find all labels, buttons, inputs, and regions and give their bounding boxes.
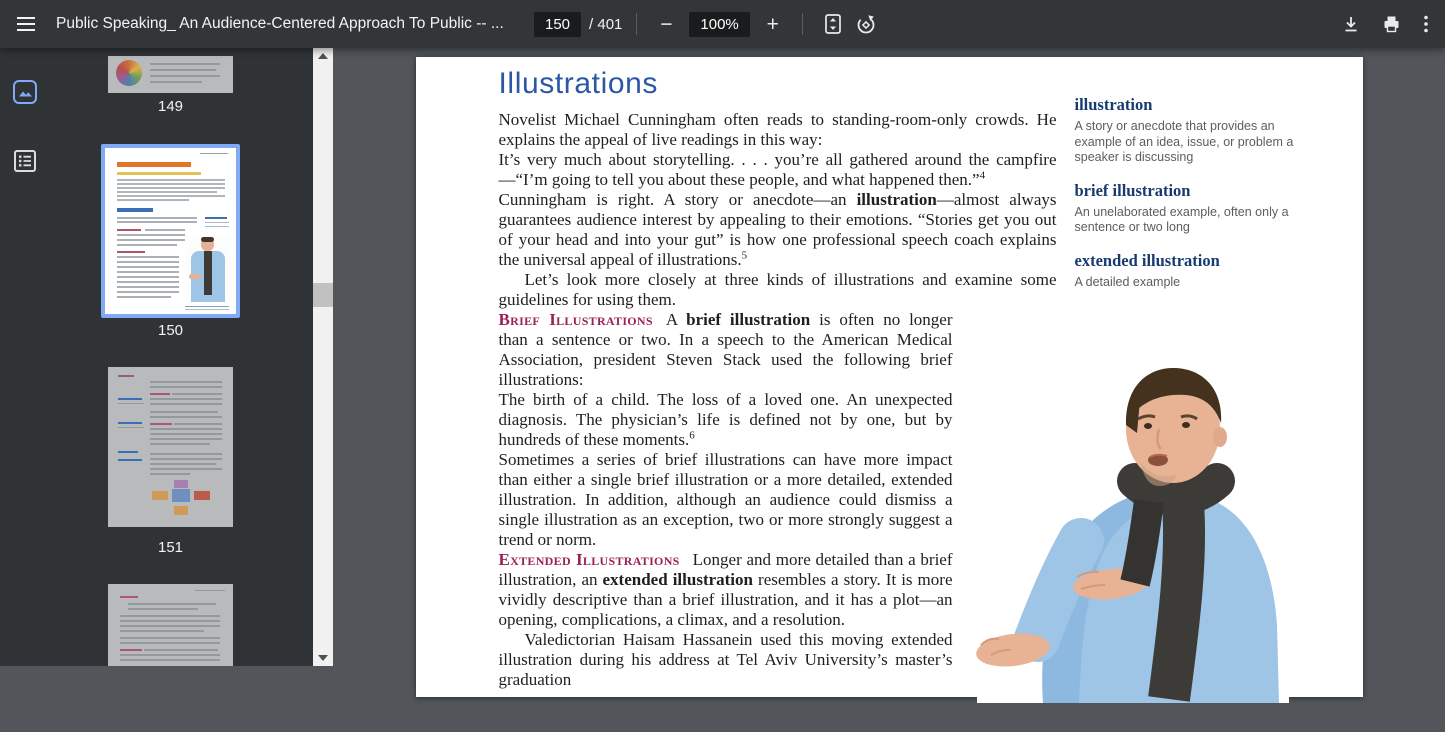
rotate-button[interactable] [849,7,883,41]
thumbnail-150-preview [105,148,236,314]
toolbar-divider [802,13,803,35]
thumbnail-label-150: 150 [157,322,184,339]
document-outline-icon [12,162,38,177]
zoom-level-input[interactable]: 100% [689,12,749,37]
definition-text: A story or anecdote that provides an example of an idea, issue, or problem a speaker is discussing [1074,119,1294,164]
thumbnail-sidebar [0,48,333,666]
download-icon [1342,15,1360,33]
block-quote: The birth of a child. The loss of a loved one. An unexpected diagnosis. The physician’s life is defined not by one, but by hundreds of these moments.$^6$ [498,390,953,449]
thumbnail-label-151: 151 [157,539,184,556]
scrollbar-up-button[interactable] [313,48,333,64]
print-button[interactable] [1376,9,1407,39]
fit-to-page-icon [823,13,843,35]
page-total: 401 [597,15,623,33]
print-icon [1382,15,1401,33]
scrollbar-down-button[interactable] [313,650,333,666]
definition-illustration [1075,95,1297,166]
man-gesturing-photo [977,363,1289,697]
thumbnail-149-preview [108,56,233,93]
margin-definitions [1075,95,1297,290]
toolbar-divider [636,13,637,35]
fit-to-page-button[interactable] [817,7,849,41]
zoom-in-button[interactable]: + [758,9,788,39]
thumbnail-152-preview [108,584,233,666]
download-button[interactable] [1336,9,1366,39]
more-options-button[interactable] [1417,9,1435,39]
definition-term: illustration [1074,95,1153,114]
paragraph-extended-illustrations: Extended Illustrations Longer and more detailed than a brief illustration, an extended illustration resembles a story. It is more vividly descriptive than a brief illustration, and it has a plot—an opening, complications, a climax, and a resolution. [498,550,953,629]
document-title: Public Speaking_ An Audience-Centered Approach To Public -- ... [56,15,504,32]
thumbnail-151-preview [108,367,233,527]
rotate-counterclockwise-icon [855,13,877,35]
page-separator: / [589,15,594,33]
definition-term: brief illustration [1074,180,1191,200]
kebab-menu-icon [1423,15,1429,33]
scroll-down-icon [318,655,328,661]
paragraph-brief-illustrations: Brief Illustrations A brief illustration is often no longer than a sentence or two. In a speech to the American Medical Association, president Steven Stack used the following brief illustrations: [499,310,1057,390]
pdf-page-150 [416,57,1363,697]
definition-term: extended illustration [1074,250,1220,270]
pdf-toolbar [0,0,1445,48]
body-text-column [499,110,1057,690]
menu-button[interactable] [4,2,48,46]
paragraph: Sometimes a series of brief illustrations can have more impact than either a single brief illustration or a more detailed, extended illustration. In addition, although an audience could dismiss a single illustration as an exception, two or more strongly suggest a trend or norm. [498,450,953,549]
scroll-up-icon [318,53,328,59]
toolbar-right-group [1326,9,1435,39]
paragraph: Valedictorian Haisam Hassanein used this moving extended illustration during his address at Tel Aviv University’s master’s graduation [498,630,953,689]
thumbnail-page-150-selected[interactable] [101,144,240,318]
thumbnail-page-149[interactable] [108,56,233,93]
thumbnail-page-151[interactable] [108,367,233,527]
paragraph: Cunningham is right. A story or anecdote—an illustration—almost always guarantees audience interest by appealing to their emotions. “Stories get you out of your head and into your gut” is how one professional speech coach explains the universal appeal of illustrations.$^5$ [498,190,1057,269]
definition-text: An unelaborated example, often only a sentence or two long [1074,204,1289,234]
definition-brief-illustration [1075,181,1297,236]
block-quote: It’s very much about storytelling. . . . you’re all gathered around the campfire—“I’m going to tell you about these people, and what happened then.”$^4$ [498,150,1057,189]
page-count [589,16,622,33]
thumbnails-view-icon [12,93,38,108]
page-number-input[interactable]: 150 [534,12,581,37]
definition-text: A detailed example [1074,274,1181,289]
definition-extended-illustration [1075,251,1297,291]
sidebar-scrollbar[interactable] [313,48,333,666]
thumbnail-page-152[interactable] [108,584,233,666]
thumbnails-view-button[interactable] [11,79,39,107]
document-outline-button[interactable] [11,148,39,176]
pdf-page-viewport[interactable] [333,48,1445,689]
paragraph: Let’s look more closely at three kinds of illustrations and examine some guidelines for using them. [498,270,1057,309]
viewer-content [0,48,1445,689]
paragraph: Novelist Michael Cunningham often reads to standing-room-only crowds. He explains the appeal of live readings in this way: [498,110,1057,149]
thumbnail-label-149: 149 [157,98,184,115]
hamburger-icon [16,16,36,32]
zoom-out-button[interactable]: − [651,9,681,39]
page-title: Illustrations [498,67,659,100]
scrollbar-thumb[interactable] [313,283,333,307]
